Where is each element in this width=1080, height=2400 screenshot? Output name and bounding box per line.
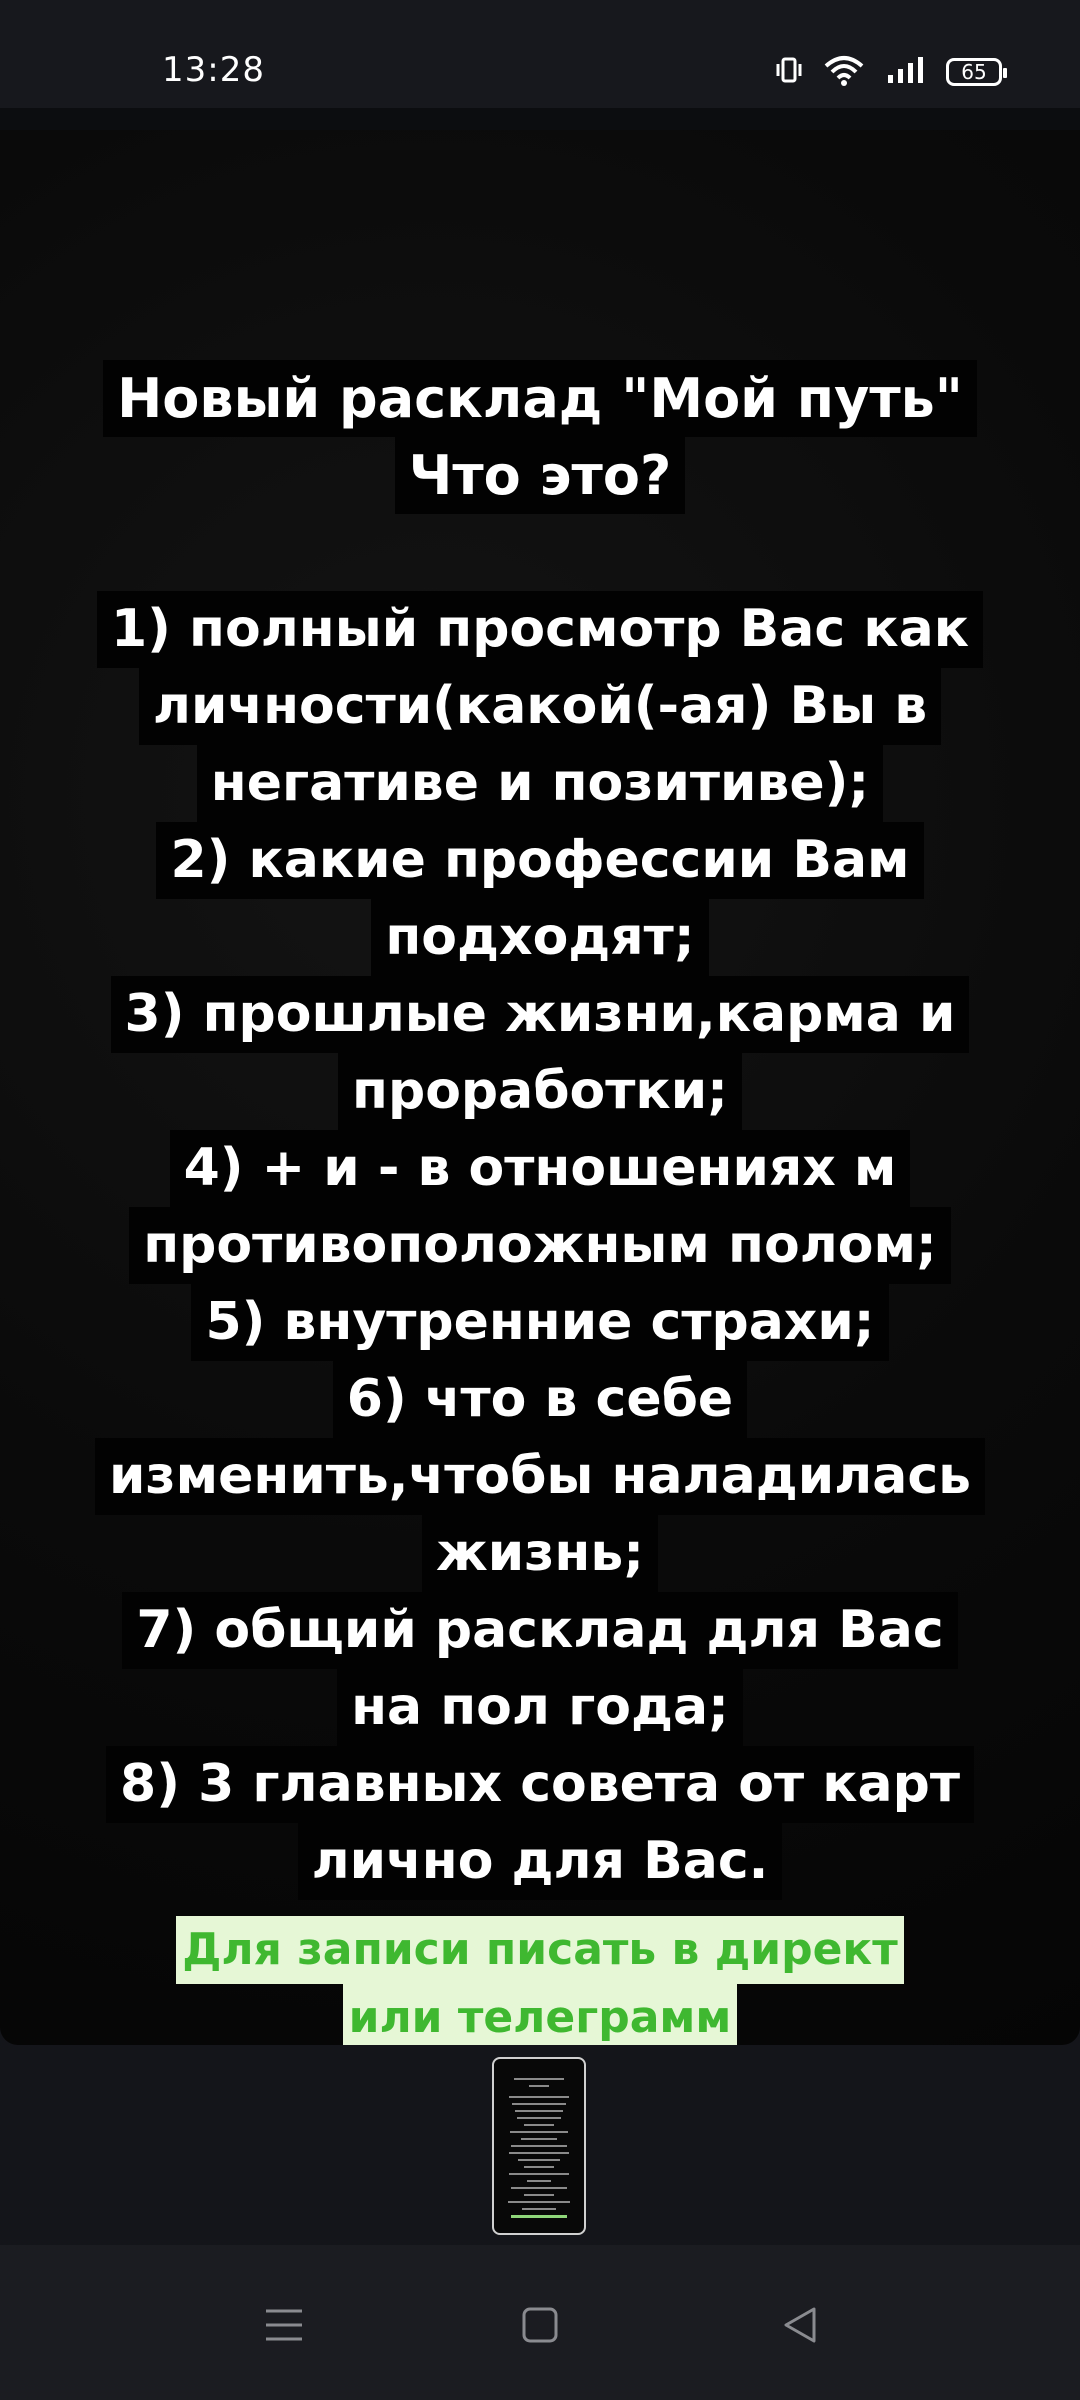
back-icon[interactable] bbox=[760, 2285, 840, 2365]
cta-line: или телеграмм bbox=[343, 1984, 738, 2045]
post-body-line: 7) общий расклад для Вас bbox=[122, 1592, 957, 1669]
status-time: 13:28 bbox=[162, 50, 265, 90]
post-body-line: личности(какой(-ая) Вы в bbox=[139, 668, 941, 745]
cta-line: Для записи писать в директ bbox=[176, 1916, 904, 1984]
signal-icon bbox=[886, 55, 926, 90]
post-body-line: изменить,чтобы наладилась bbox=[95, 1438, 985, 1515]
post-body-line: подходят; bbox=[371, 899, 708, 976]
vibrate-icon bbox=[776, 55, 802, 90]
post-text bbox=[0, 360, 1080, 2045]
post-body-line: лично для Вас. bbox=[298, 1823, 783, 1900]
post-body-line: 3) прошлые жизни,карма и bbox=[111, 976, 970, 1053]
post-body-line: на пол года; bbox=[337, 1669, 743, 1746]
status-icons bbox=[776, 52, 1002, 92]
navigation-bar bbox=[0, 2245, 1080, 2400]
story-image bbox=[0, 130, 1080, 2045]
post-body-line: 4) + и - в отношениях м bbox=[170, 1130, 911, 1207]
story-thumbnail[interactable] bbox=[492, 2057, 586, 2235]
post-body-line: жизнь; bbox=[422, 1515, 658, 1592]
status-bar bbox=[0, 0, 1080, 108]
post-body-line: 1) полный просмотр Вас как bbox=[97, 591, 983, 668]
post-title-line: Что это? bbox=[395, 437, 686, 514]
post-title-line: Новый расклад "Мой путь" bbox=[103, 360, 977, 437]
post-body-line: негативе и позитиве); bbox=[197, 745, 883, 822]
battery-icon: 65 bbox=[946, 58, 1002, 86]
post-body-line: 6) что в себе bbox=[333, 1361, 747, 1438]
thumbnail-strip bbox=[0, 2045, 1080, 2245]
post-body-line: 8) 3 главных совета от карт bbox=[106, 1746, 974, 1823]
divider bbox=[0, 108, 1080, 130]
post-body-line: 2) какие профессии Вам bbox=[156, 822, 923, 899]
post-body-line: 5) внутренние страхи; bbox=[191, 1284, 888, 1361]
menu-icon[interactable] bbox=[244, 2285, 324, 2365]
home-icon[interactable] bbox=[500, 2285, 580, 2365]
post-body-line: противоположным полом; bbox=[129, 1207, 951, 1284]
wifi-icon bbox=[822, 54, 866, 91]
spacer bbox=[526, 514, 554, 591]
post-body-line: проработки; bbox=[338, 1053, 742, 1130]
